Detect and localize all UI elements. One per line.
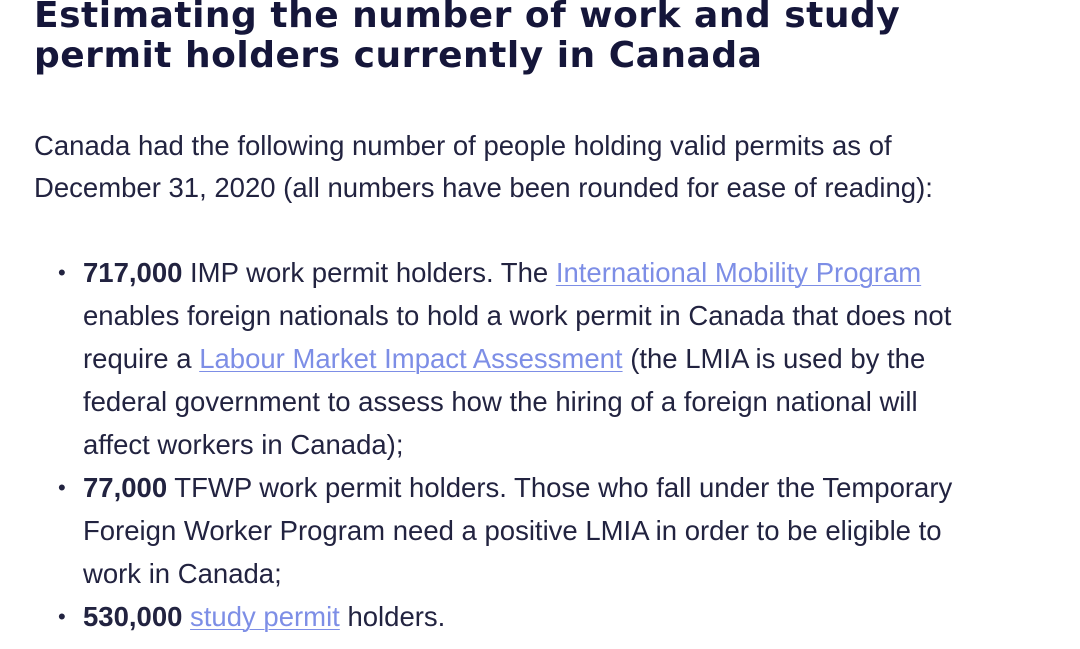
- intro-paragraph: Canada had the following number of people holding valid permits as of December 31, 2020 (all numbers have been rounded for ease of reading):: [34, 130, 933, 203]
- study-permit-link[interactable]: study permit: [190, 601, 340, 632]
- bullet-icon: •: [58, 260, 66, 285]
- permit-list: [34, 251, 1024, 638]
- study-text-1: [182, 601, 190, 632]
- study-count: 530,000: [83, 601, 183, 632]
- tfwp-count: 77,000: [83, 472, 168, 503]
- page-title: Estimating the number of work and study permit holders currently in Canada: [34, 0, 901, 76]
- labour-market-impact-assessment-link[interactable]: Labour Market Impact Assessment: [199, 343, 623, 374]
- imp-text-1: IMP work permit holders. The: [182, 257, 556, 288]
- bullet-icon: •: [58, 475, 66, 500]
- list-item-tfwp: [34, 466, 983, 595]
- article: [34, 0, 1024, 638]
- list-item-imp: [34, 251, 983, 466]
- list-item-study: [34, 595, 983, 638]
- bullet-icon: •: [58, 604, 66, 629]
- study-text-2: holders.: [339, 601, 446, 632]
- tfwp-text: TFWP work permit holders. Those who fall under the Temporary Foreign Worker Program need a positive LMIA in order to be eligible to work in Canada;: [83, 472, 953, 589]
- imp-text-2: enables foreign nationals to hold a work permit in Canada that does not require a: [83, 300, 952, 374]
- international-mobility-program-link[interactable]: International Mobility Program: [555, 257, 922, 288]
- imp-count: 717,000: [83, 257, 183, 288]
- imp-text-3: (the LMIA is used by the federal government to assess how the hiring of a foreign national will affect workers in Canada);: [83, 343, 926, 460]
